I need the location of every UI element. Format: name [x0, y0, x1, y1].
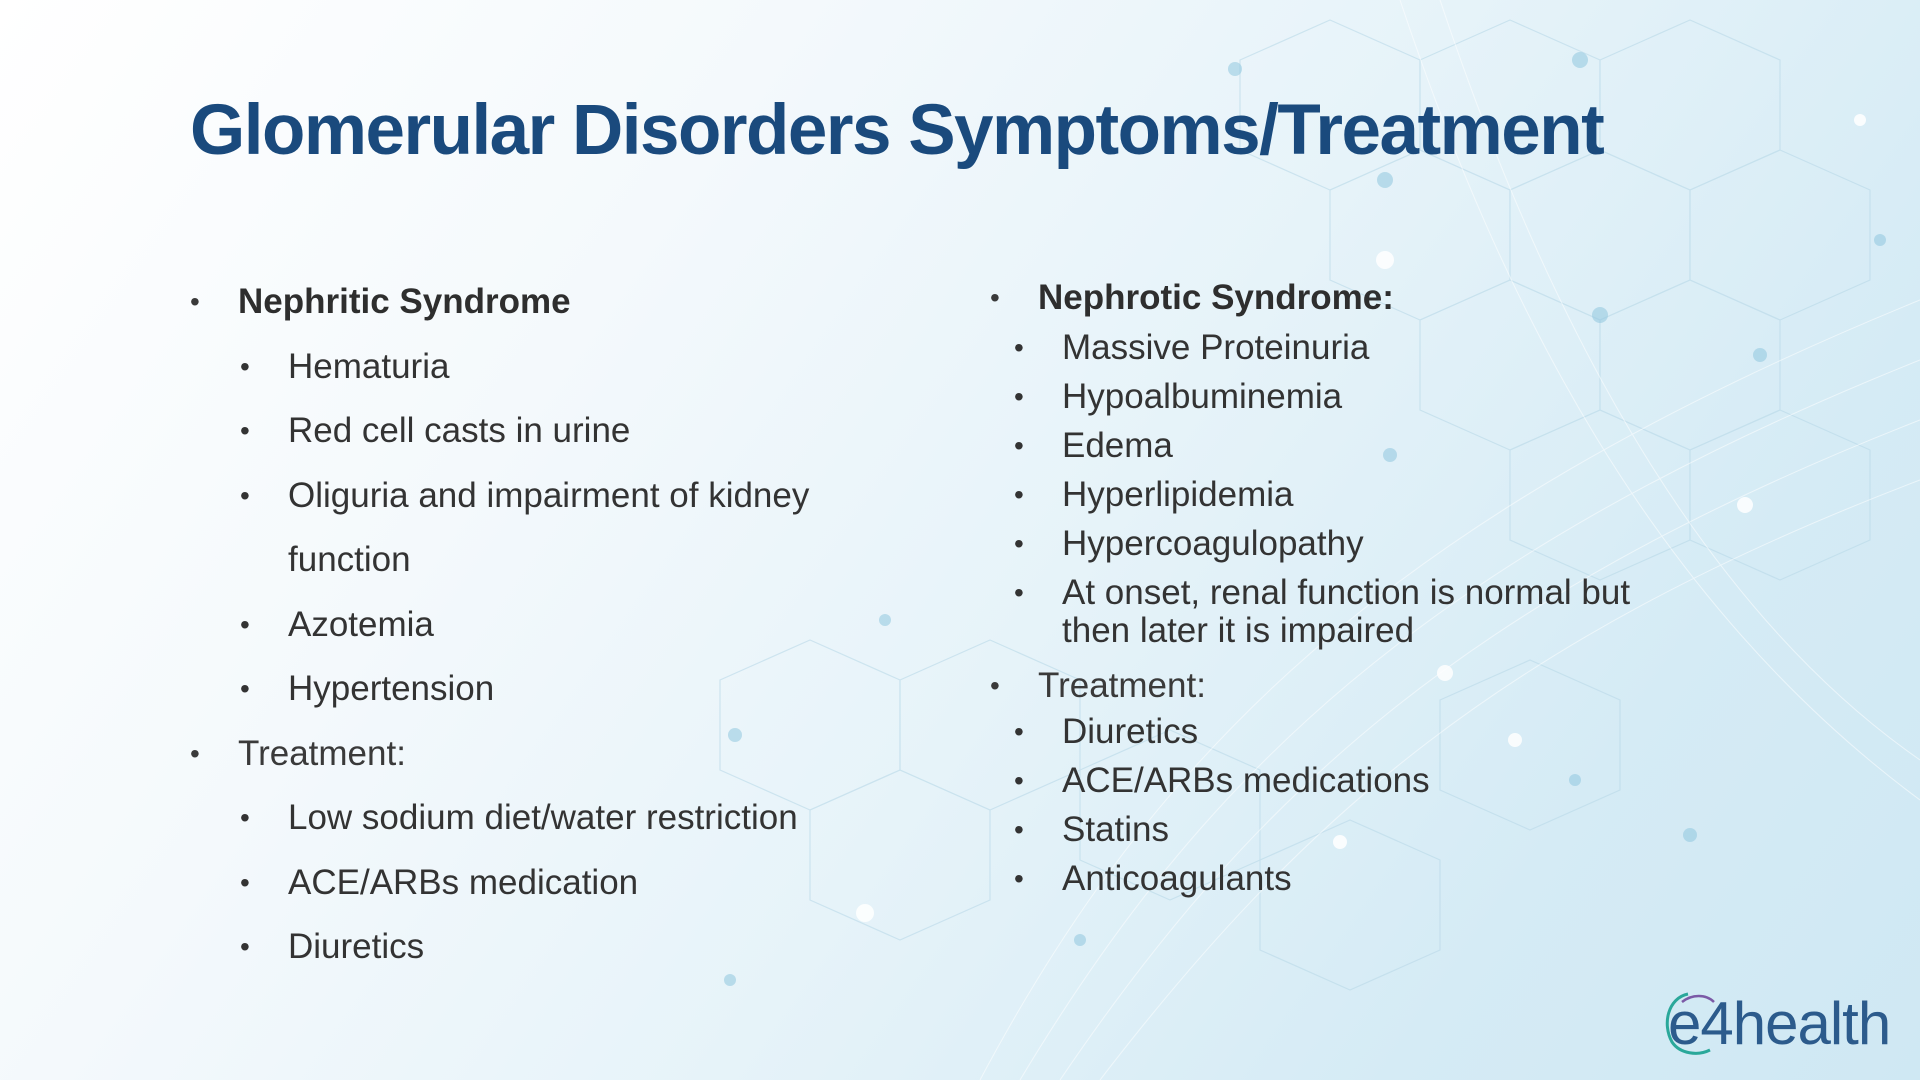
bullet-marker: • — [190, 286, 200, 317]
nephrotic-treatment-label: Treatment: — [1038, 666, 1206, 705]
list-item: • Hypercoagulopathy — [1014, 524, 1364, 563]
list-item: • Oliguria and impairment of kidney function — [240, 475, 810, 579]
list-item: • ACE/ARBs medication — [240, 862, 639, 902]
list-item: • Hypertension — [240, 669, 495, 708]
list-item: • Red cell casts in urine — [240, 411, 631, 450]
list-item: • Anticoagulants — [1014, 859, 1292, 898]
list-item: • Low sodium diet/water restriction — [240, 798, 798, 837]
nephrotic-treatment-item — [990, 664, 1750, 707]
nephritic-heading: Nephritic Syndrome — [238, 282, 571, 321]
nephrotic-treatment-list — [1014, 707, 1750, 903]
list-item: • Azotemia — [240, 604, 434, 644]
list-item: • Hypoalbuminemia — [1014, 377, 1343, 416]
slide-title: Glomerular Disorders Symptoms/Treatment — [190, 91, 1604, 170]
bullet-marker: • — [990, 282, 1000, 313]
nephritic-column — [190, 270, 890, 980]
nephrotic-heading-item — [990, 276, 1750, 319]
list-item: • Hyperlipidemia — [1014, 475, 1294, 514]
list-item: • Diuretics — [240, 927, 425, 966]
list-item: • Massive Proteinuria — [1014, 328, 1370, 367]
nephrotic-heading: Nephrotic Syndrome: — [1038, 278, 1394, 317]
nephritic-symptom-list — [240, 335, 890, 722]
nephritic-treatment-item — [190, 722, 890, 787]
list-item: • Diuretics — [1014, 712, 1199, 751]
nephritic-treatment-list — [240, 786, 890, 980]
bullet-marker: • — [990, 670, 1000, 701]
nephritic-treatment-label: Treatment: — [238, 733, 406, 773]
list-item: • Hematuria — [240, 346, 450, 386]
nephritic-heading-item — [190, 270, 890, 335]
logo-text: e4health — [1668, 990, 1891, 1057]
nephrotic-column — [990, 276, 1750, 903]
list-item: • Statins — [1014, 810, 1169, 849]
list-item: • ACE/ARBs medications — [1014, 761, 1430, 800]
bullet-marker: • — [190, 737, 200, 769]
list-item: • Edema — [1014, 426, 1173, 465]
list-item: • At onset, renal function is normal but then later it is impaired — [1014, 573, 1631, 650]
nephrotic-symptom-list — [1014, 323, 1750, 650]
e4health-logo — [1668, 988, 1900, 1060]
